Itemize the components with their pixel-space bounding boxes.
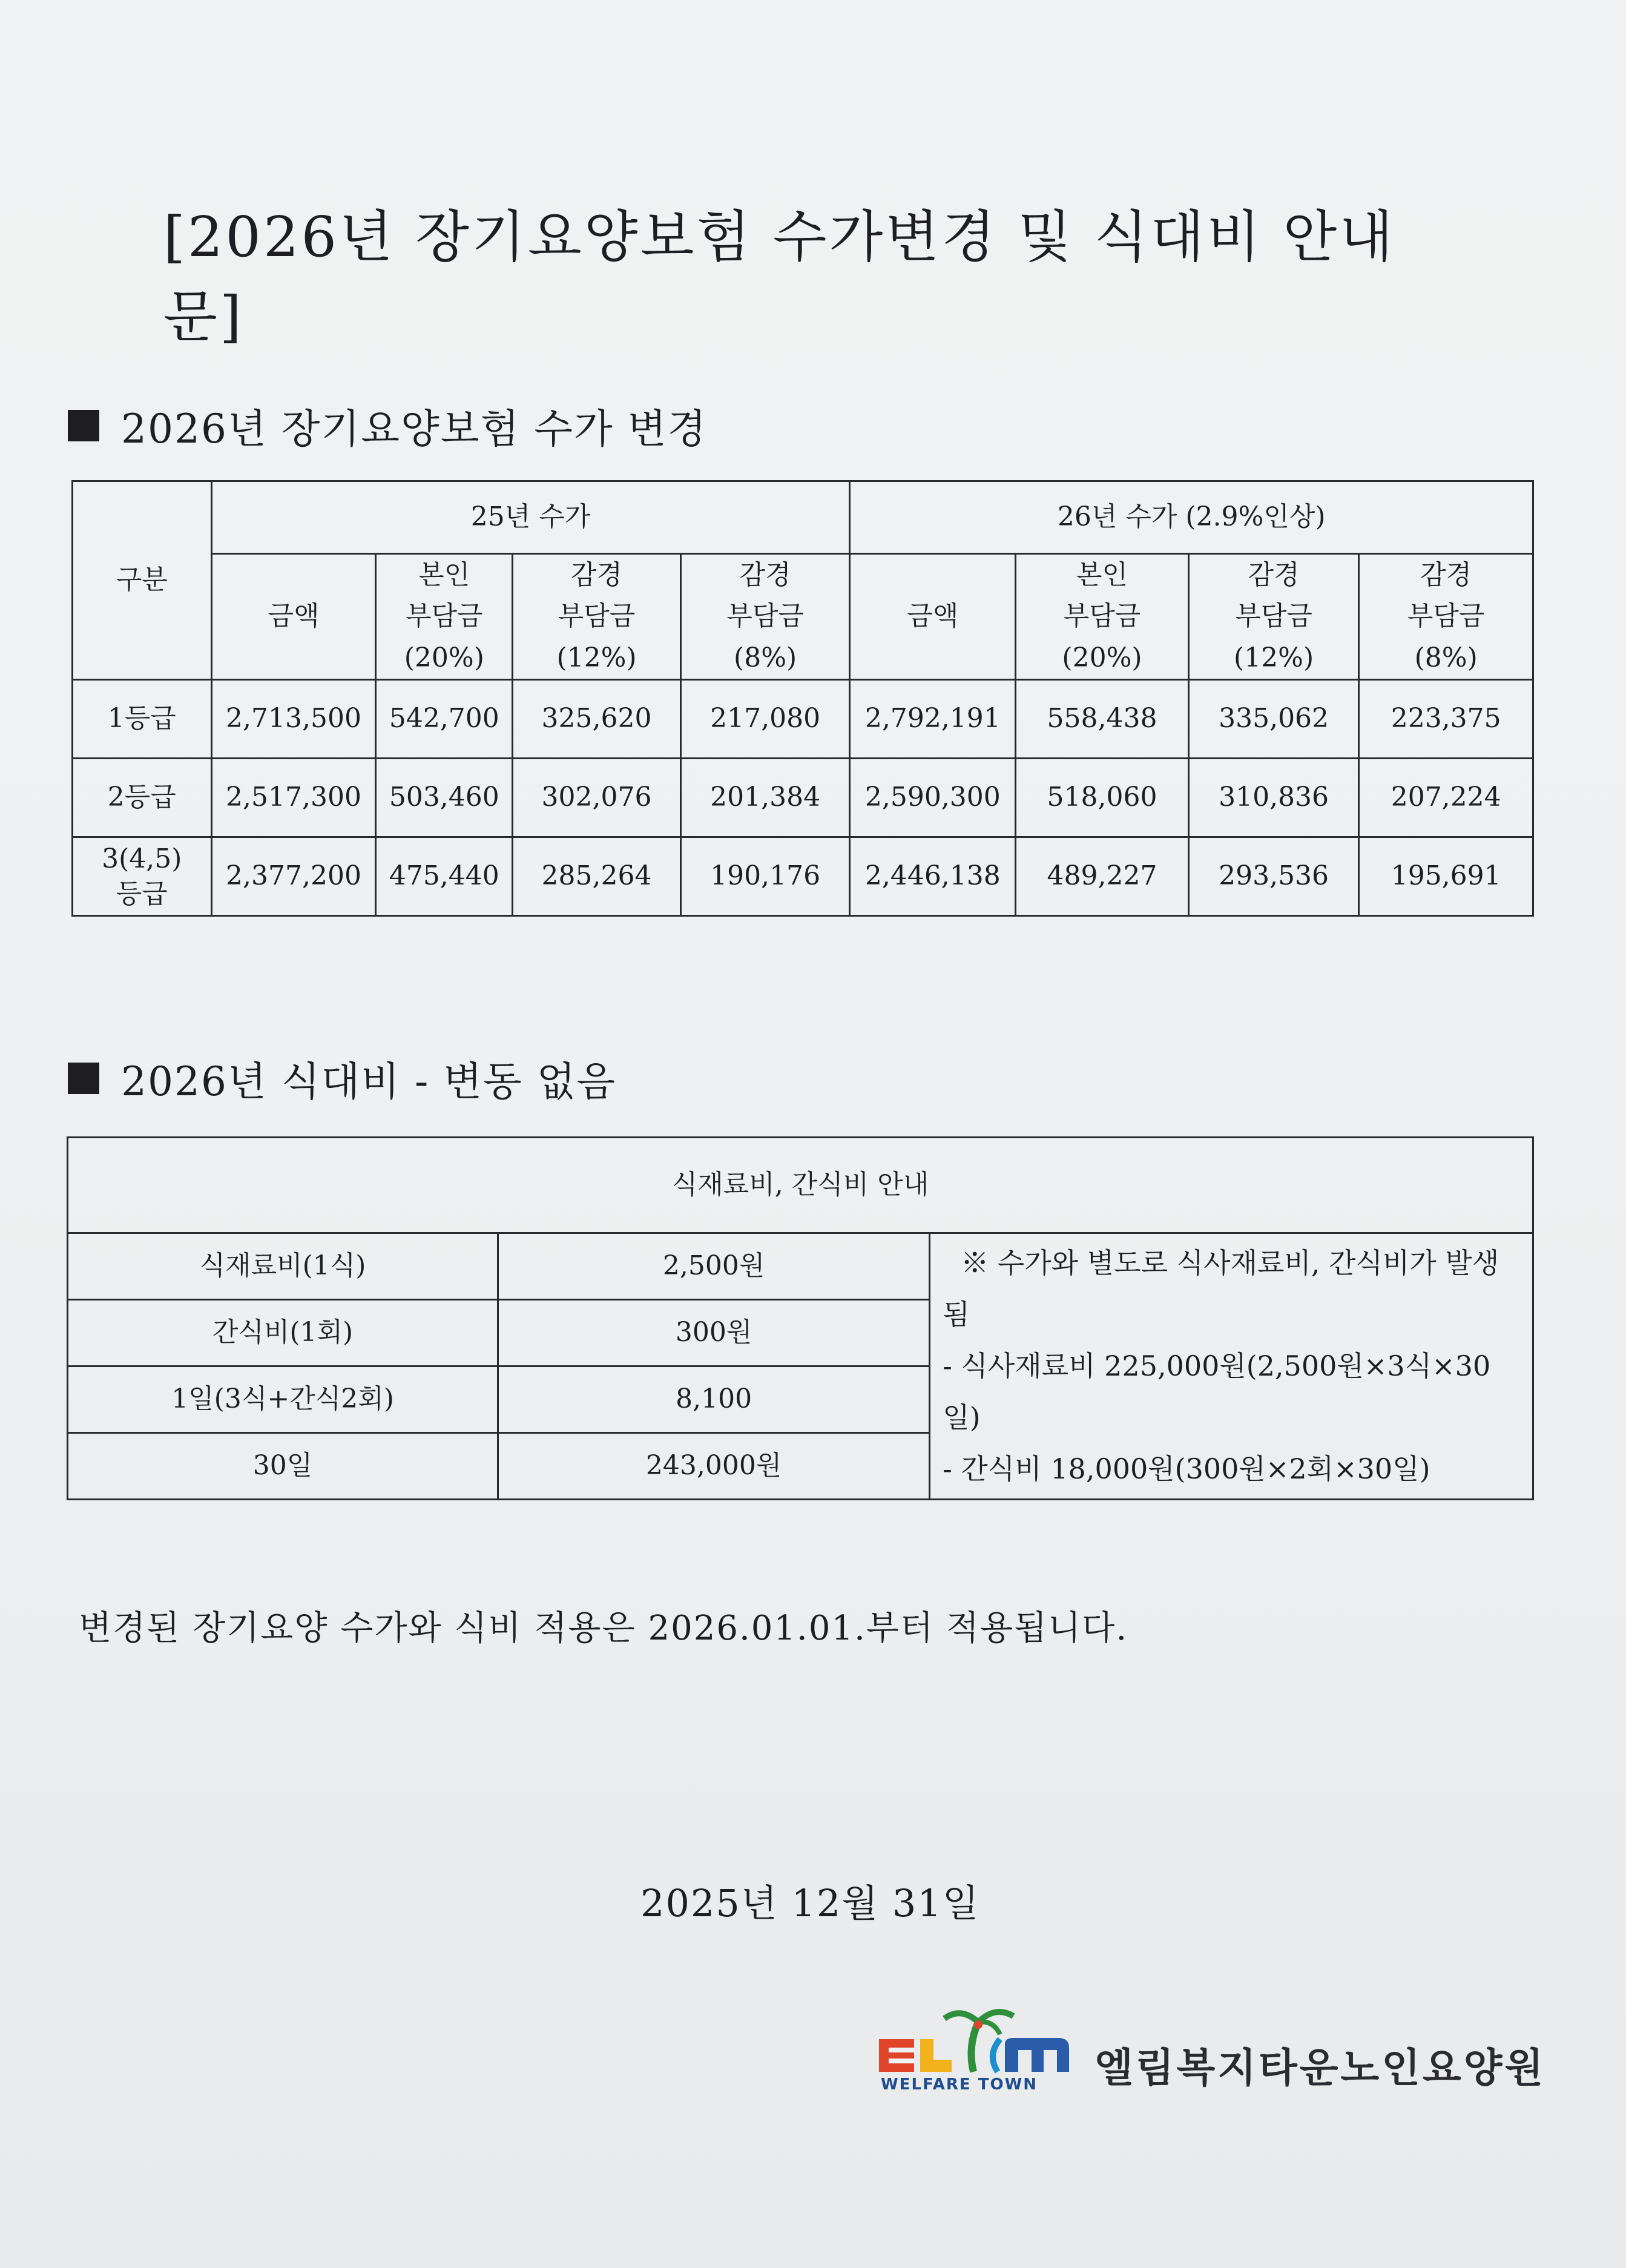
- grade-cell: 1등급: [73, 680, 212, 759]
- table-cell: 293,536: [1188, 837, 1359, 916]
- table-row: [73, 680, 1533, 759]
- meal-value: 8,100: [498, 1366, 930, 1433]
- meal-table-title: 식재료비, 간식비 안내: [68, 1138, 1533, 1233]
- table-cell: 195,691: [1359, 837, 1533, 916]
- meal-value: 243,000원: [498, 1433, 930, 1500]
- table-cell: 2,590,300: [850, 759, 1016, 837]
- black-square-icon: [68, 410, 99, 441]
- col-reduced8-25: 감경 부담금 (8%): [680, 554, 850, 680]
- table-cell: 558,438: [1016, 680, 1189, 759]
- table-cell: 489,227: [1016, 837, 1189, 916]
- table-cell: 2,517,300: [211, 759, 376, 837]
- table-cell: 190,176: [680, 837, 850, 916]
- table-cell: 207,224: [1359, 759, 1533, 837]
- black-square-icon: [68, 1063, 99, 1094]
- meal-value: 300원: [498, 1300, 930, 1366]
- col-amount-26: 금액: [850, 554, 1016, 680]
- header-26-fee: 26년 수가 (2.9%인상): [850, 481, 1533, 554]
- table-cell: 325,620: [513, 680, 681, 759]
- table-cell: 302,076: [513, 759, 681, 837]
- meal-label: 30일: [68, 1433, 498, 1500]
- table-cell: 2,446,138: [850, 837, 1016, 916]
- table-cell: 2,792,191: [850, 680, 1016, 759]
- table-cell: 335,062: [1188, 680, 1359, 759]
- header-25-fee: 25년 수가: [211, 481, 850, 554]
- table-row: [68, 1233, 1533, 1300]
- effective-date-note: 변경된 장기요양 수가와 식비 적용은 2026.01.01.부터 적용됩니다.: [79, 1609, 1128, 1648]
- page-title: [2026년 장기요양보험 수가변경 및 식대비 안내문]: [163, 205, 1396, 349]
- logo-subtitle: WELFARE TOWN: [881, 2075, 1038, 2094]
- grade-cell: 2등급: [73, 759, 212, 837]
- section-heading-fees-text: 2026년 장기요양보험 수가 변경: [121, 406, 708, 452]
- table-cell: 201,384: [680, 759, 850, 837]
- table-cell: 310,836: [1188, 759, 1359, 837]
- meal-label: 간식비(1회): [68, 1300, 498, 1366]
- meal-label: 1일(3식+간식2회): [68, 1366, 498, 1433]
- section-heading-meals: [68, 1049, 616, 1107]
- table-row: [73, 837, 1533, 916]
- col-self-26: 본인 부담금 (20%): [1016, 554, 1189, 680]
- table-cell: 2,713,500: [211, 680, 376, 759]
- table-row: [73, 759, 1533, 837]
- fee-table: [71, 480, 1534, 917]
- table-cell: 503,460: [376, 759, 513, 837]
- grade-cell: 3(4,5) 등급: [73, 837, 212, 916]
- header-corner: 구분: [73, 481, 212, 680]
- meal-label: 식재료비(1식): [68, 1233, 498, 1300]
- table-cell: 2,377,200: [211, 837, 376, 916]
- section-heading-meals-text: 2026년 식대비 - 변동 없음: [121, 1058, 617, 1105]
- table-cell: 518,060: [1016, 759, 1189, 837]
- table-cell: 542,700: [376, 680, 513, 759]
- col-reduced12-26: 감경 부담금 (12%): [1188, 554, 1359, 680]
- meal-value: 2,500원: [498, 1233, 930, 1300]
- table-cell: 475,440: [376, 837, 513, 916]
- col-self-25: 본인 부담금 (20%): [376, 554, 513, 680]
- col-reduced8-26: 감경 부담금 (8%): [1359, 554, 1533, 680]
- meal-note: ※ 수가와 별도로 식사재료비, 간식비가 발생 됨 - 식사재료비 225,000원(2,500원×3식×30일) - 간식비 18,000원(300원×2회×30일): [930, 1233, 1533, 1500]
- col-reduced12-25: 감경 부담금 (12%): [513, 554, 681, 680]
- table-cell: 285,264: [513, 837, 681, 916]
- table-cell: 223,375: [1359, 680, 1533, 759]
- col-amount-25: 금액: [211, 554, 376, 680]
- meal-table: [67, 1136, 1534, 1500]
- issue-date: 2025년 12월 31일: [640, 1881, 980, 1925]
- table-cell: 217,080: [680, 680, 850, 759]
- organization-name: 엘림복지타운노인요양원: [1094, 2045, 1546, 2091]
- section-heading-fees: [68, 397, 707, 454]
